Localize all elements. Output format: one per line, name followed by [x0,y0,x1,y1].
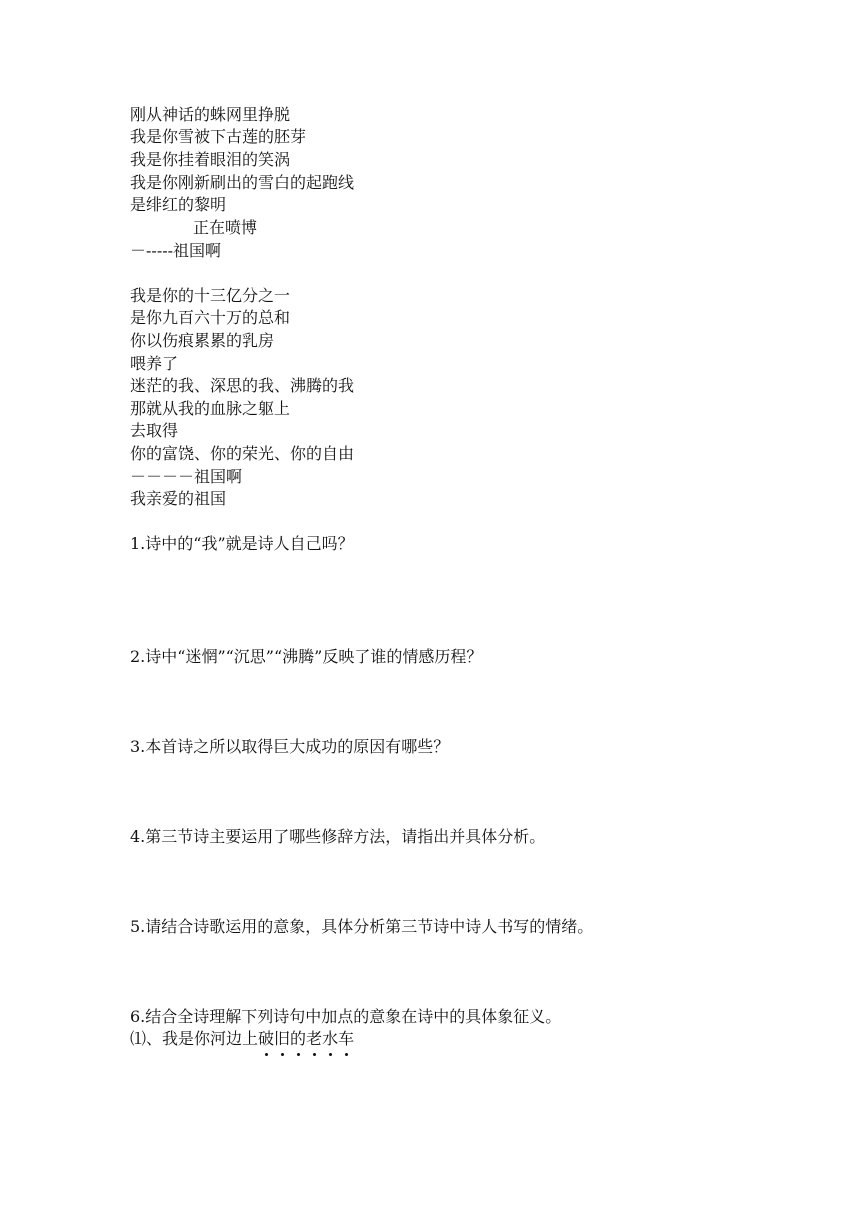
subquestion-1 [130,1028,354,1050]
question-2: 2.诗中“迷惘”“沉思”“沸腾”反映了谁的情感历程？ [130,647,483,666]
emphasized-char: 老 [306,1029,323,1048]
subquestion-prefix: ⑴、我是你河边上 [130,1029,259,1048]
poem-line: 那就从我的血脉之躯上 [130,399,291,418]
poem-line: －-----祖国啊 [130,241,222,260]
question-5: 5.请结合诗歌运用的意象，具体分析第三节诗中诗人书写的情绪。 [130,917,594,936]
question-1: 1.诗中的“我”就是诗人自己吗？ [130,534,354,553]
poem-line: 我亲爱的祖国 [130,489,227,508]
emphasized-char: 的 [290,1029,307,1048]
poem-line: 我是你挂着眼泪的笑涡 [130,150,291,169]
poem-line: 你的富饶、你的荣光、你的自由 [130,444,355,463]
question-4: 4.第三节诗主要运用了哪些修辞方法，请指出并具体分析。 [130,827,546,846]
poem-line: 刚从神话的蛛网里挣脱 [130,105,291,124]
poem-line: 喂养了 [130,354,179,373]
emphasized-char: 破 [258,1029,275,1048]
poem-line: 是你九百六十万的总和 [130,308,291,327]
question-3: 3.本首诗之所以取得巨大成功的原因有哪些？ [130,737,450,756]
poem-line: 我是你的十三亿分之一 [130,286,291,305]
poem-line: 迷茫的我、深思的我、沸腾的我 [130,376,355,395]
question-6: 6.结合全诗理解下列诗句中加点的意象在诗中的具体象征义。 [130,1007,562,1026]
emphasized-char: 车 [338,1029,355,1048]
emphasized-char: 水 [322,1029,339,1048]
poem-line: 你以伤痕累累的乳房 [130,331,275,350]
poem-line: －－－－祖国啊 [130,467,243,486]
poem-line: 正在喷博 [193,218,258,237]
emphasized-char: 旧 [274,1029,291,1048]
poem-line: 我是你雪被下古莲的胚芽 [130,127,307,146]
poem-line: 去取得 [130,421,179,440]
poem-line: 是绯红的黎明 [130,195,227,214]
poem-line: 我是你刚新刷出的雪白的起跑线 [130,173,355,192]
